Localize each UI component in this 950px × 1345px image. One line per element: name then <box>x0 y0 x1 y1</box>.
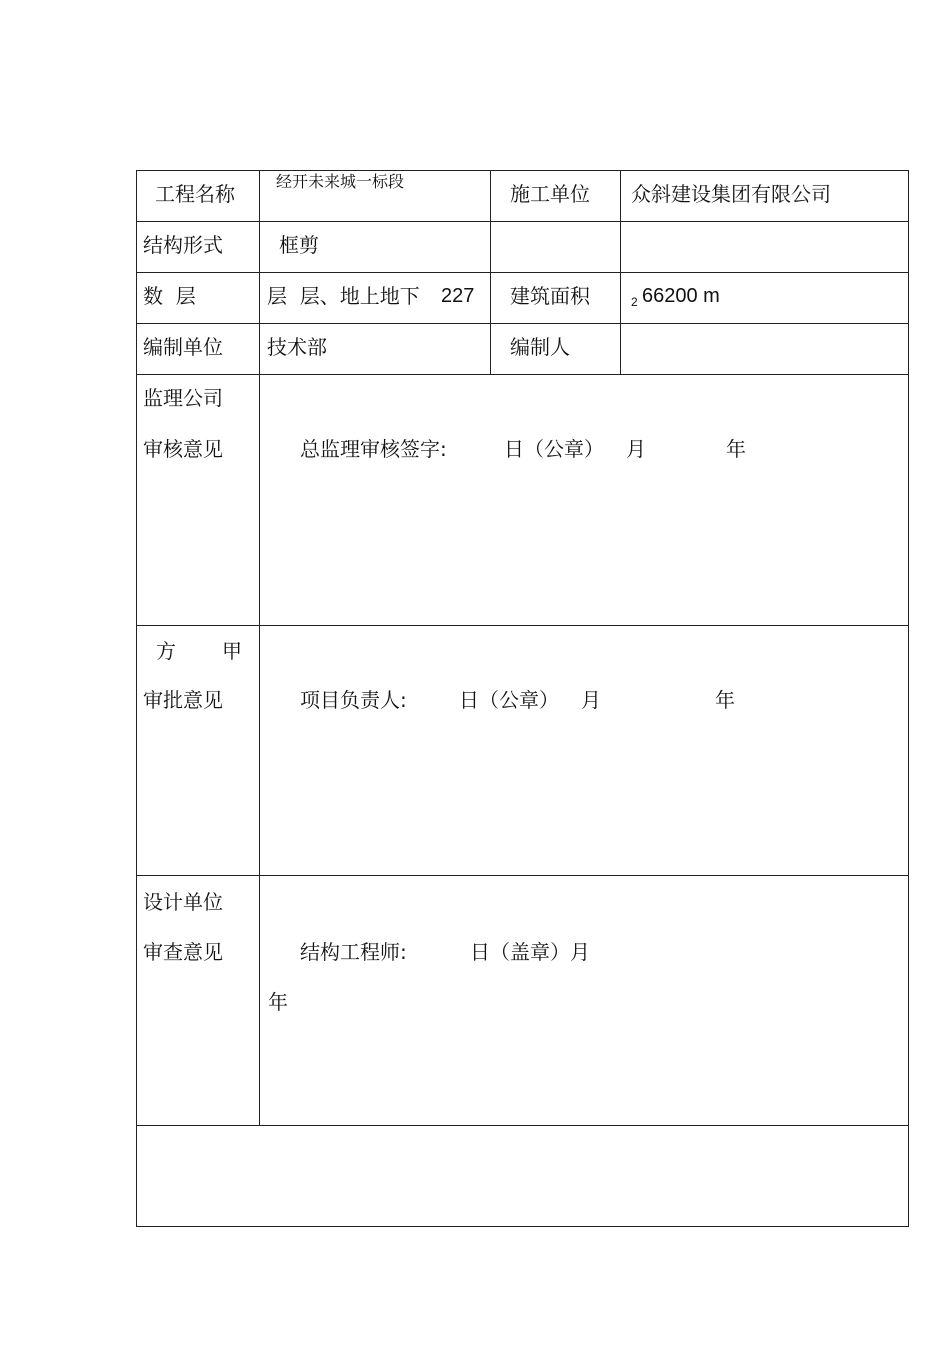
project-name-label: 工程名称 <box>155 182 235 206</box>
compiler-label: 编制人 <box>510 335 570 359</box>
owner-date-day-seal: 日（公章） <box>459 688 559 712</box>
row-divider-6 <box>136 875 909 876</box>
compiler-unit-value: 技术部 <box>267 335 327 359</box>
owner-label-char-b: 甲 <box>222 639 242 663</box>
contractor-value: 众斜建设集团有限公司 <box>631 182 831 206</box>
column-divider-3 <box>620 170 621 375</box>
contractor-label: 施工单位 <box>510 182 590 206</box>
design-label-line1: 设计单位 <box>143 890 223 914</box>
row-divider-1 <box>136 221 909 222</box>
owner-date-year: 年 <box>715 688 735 712</box>
supervision-label-line2: 审核意见 <box>143 437 223 461</box>
row-divider-7 <box>136 1125 909 1126</box>
floors-value-number: 227 <box>441 285 475 307</box>
structure-label: 结构形式 <box>143 233 223 257</box>
area-value: 66200 m <box>642 285 720 307</box>
design-signature-label: 结构工程师: <box>300 940 407 964</box>
owner-label-line2: 审批意见 <box>143 688 223 712</box>
row-divider-4 <box>136 374 909 375</box>
design-date-day-seal-month: 日（盖章）月 <box>470 940 590 964</box>
row-divider-5 <box>136 625 909 626</box>
table-border-right <box>908 170 909 1227</box>
table-border-top <box>136 170 909 171</box>
owner-signature-label: 项目负责人: <box>300 688 407 712</box>
supervision-date-month: 月 <box>626 437 646 461</box>
supervision-label-line1: 监理公司 <box>143 386 223 410</box>
floors-label: 数 层 <box>143 284 196 308</box>
label-column-divider <box>259 170 260 1126</box>
table-border-left <box>136 170 137 1227</box>
table-border-bottom <box>136 1226 909 1227</box>
design-label-line2: 审查意见 <box>143 940 223 964</box>
row-divider-2 <box>136 272 909 273</box>
design-date-year: 年 <box>268 990 288 1014</box>
project-name-value: 经开未来城一标段 <box>276 172 405 191</box>
owner-label-char-a: 方 <box>156 639 176 663</box>
area-unit-superscript: 2 <box>631 295 638 309</box>
owner-date-month: 月 <box>581 688 601 712</box>
column-divider-2 <box>490 170 491 375</box>
compiler-unit-label: 编制单位 <box>143 335 223 359</box>
supervision-signature-label: 总监理审核签字: <box>300 437 447 461</box>
floors-value-text: 层 层、地上地下 <box>267 284 420 308</box>
row-divider-3 <box>136 323 909 324</box>
supervision-date-day-seal: 日（公章） <box>504 437 604 461</box>
structure-value: 框剪 <box>279 233 319 257</box>
supervision-date-year: 年 <box>726 437 746 461</box>
area-label: 建筑面积 <box>510 284 590 308</box>
